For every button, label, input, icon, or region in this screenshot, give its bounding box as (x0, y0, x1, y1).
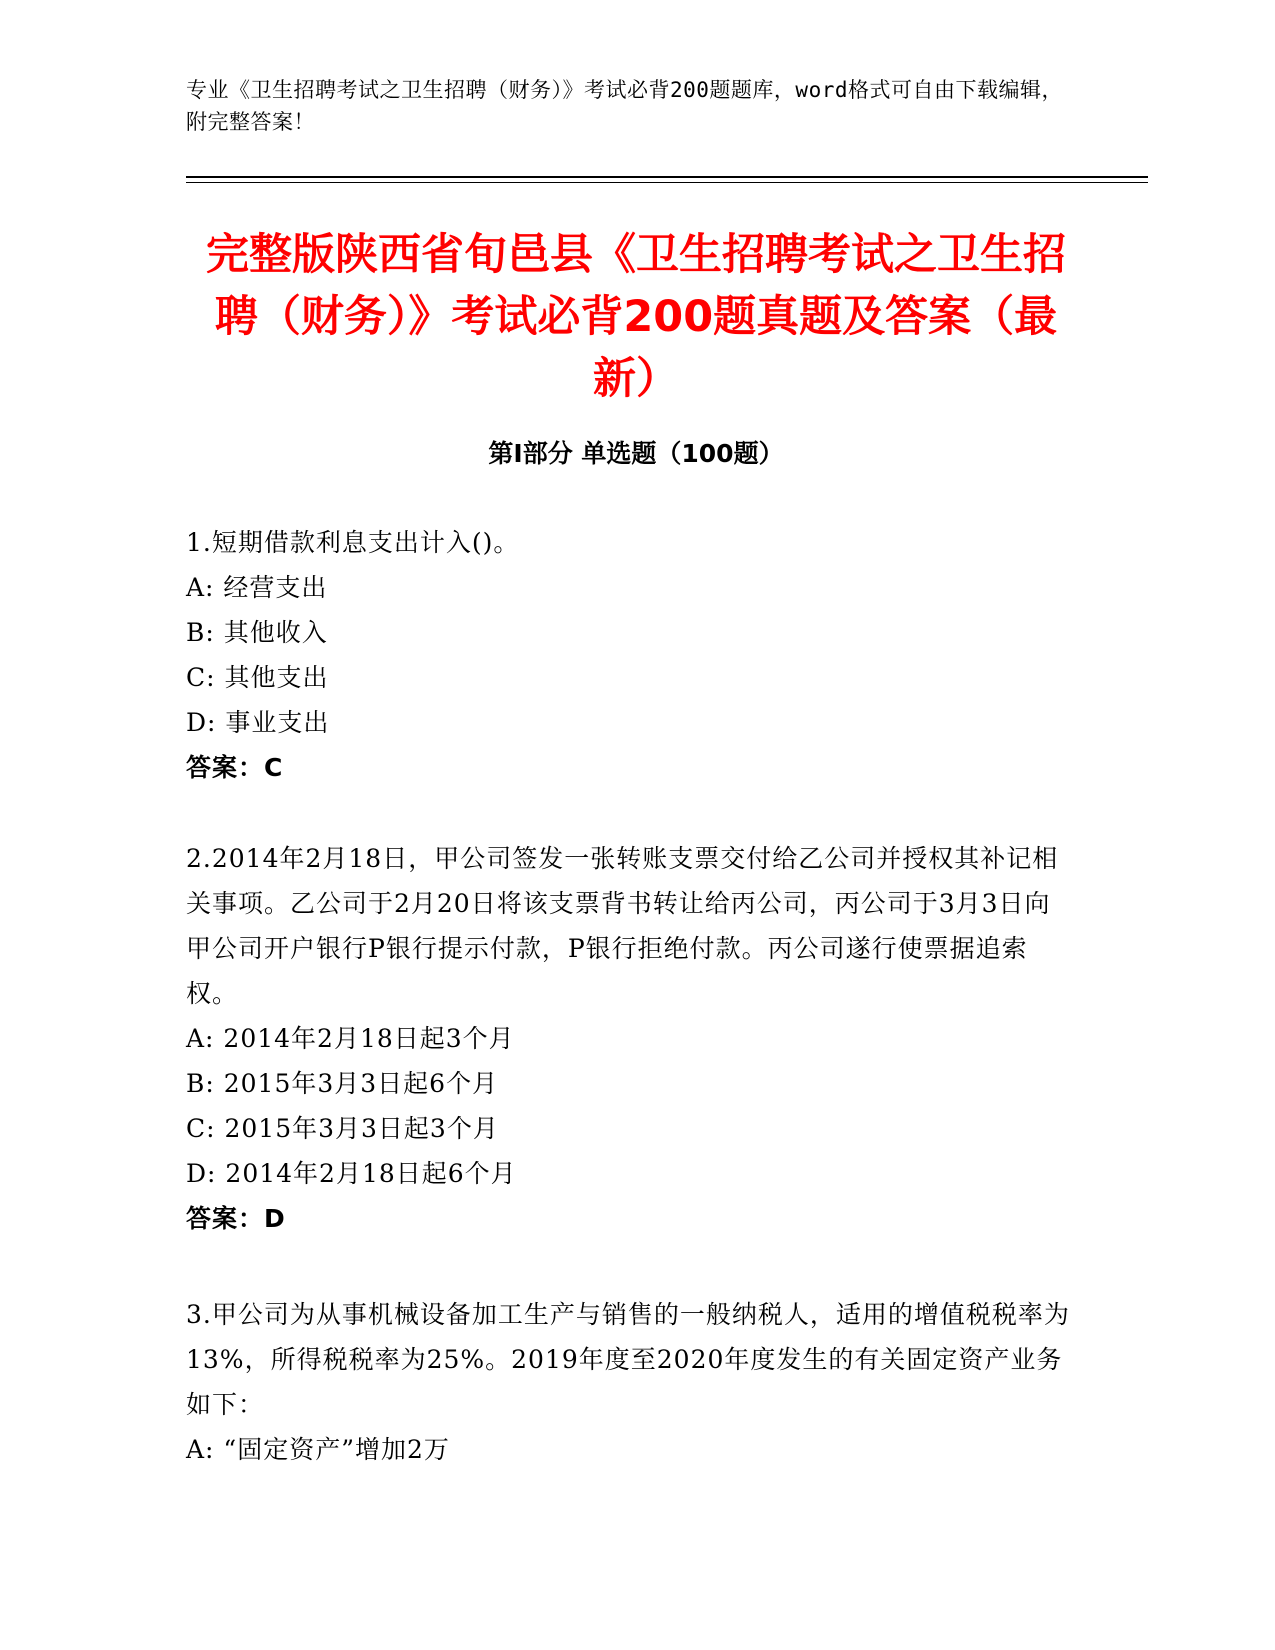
question-1 (186, 520, 1076, 790)
question-stem: 3.甲公司为从事机械设备加工生产与销售的一般纳税人，适用的增值税税率为13%，所得税税率为25%。2019年度至2020年度发生的有关固定资产业务如下： (186, 1300, 1070, 1419)
answer-label: 答案：D (186, 1204, 286, 1233)
option-a: A: “固定资产”增加2万 (186, 1435, 450, 1464)
header-divider-thick (186, 176, 1148, 178)
option-b: B: 2015年3月3日起6个月 (186, 1069, 499, 1098)
question-stem: 2.2014年2月18日，甲公司签发一张转账支票交付给乙公司并授权其补记相关事项。乙公司于2月20日将该支票背书转让给丙公司，丙公司于3月3日向甲公司开户银行P银行提示付款，P银行拒绝付款。丙公司遂行使票据追索权。 (186, 844, 1059, 1008)
option-a: A: 经营支出 (186, 573, 328, 602)
section-title: 第I部分 单选题（100题） (488, 439, 784, 468)
question-stem: 1.短期借款利息支出计入()。 (186, 528, 520, 557)
option-c: C: 2015年3月3日起3个月 (186, 1114, 499, 1143)
header-divider-thin (186, 182, 1148, 183)
option-d: D: 事业支出 (186, 708, 330, 737)
option-b: B: 其他收入 (186, 618, 328, 647)
document-title: 完整版陕西省旬邑县《卫生招聘考试之卫生招聘（财务）》考试必背200题真题及答案（最新） (206, 230, 1066, 404)
header-note: 专业《卫生招聘考试之卫生招聘（财务）》考试必背200题题库，word格式可自由下载编辑，附完整答案！ (186, 78, 1063, 134)
question-2 (186, 836, 1076, 1241)
option-d: D: 2014年2月18日起6个月 (186, 1159, 517, 1188)
answer-label: 答案：C (186, 753, 284, 782)
option-c: C: 其他支出 (186, 663, 329, 692)
question-3 (186, 1292, 1076, 1472)
option-a: A: 2014年2月18日起3个月 (186, 1024, 515, 1053)
